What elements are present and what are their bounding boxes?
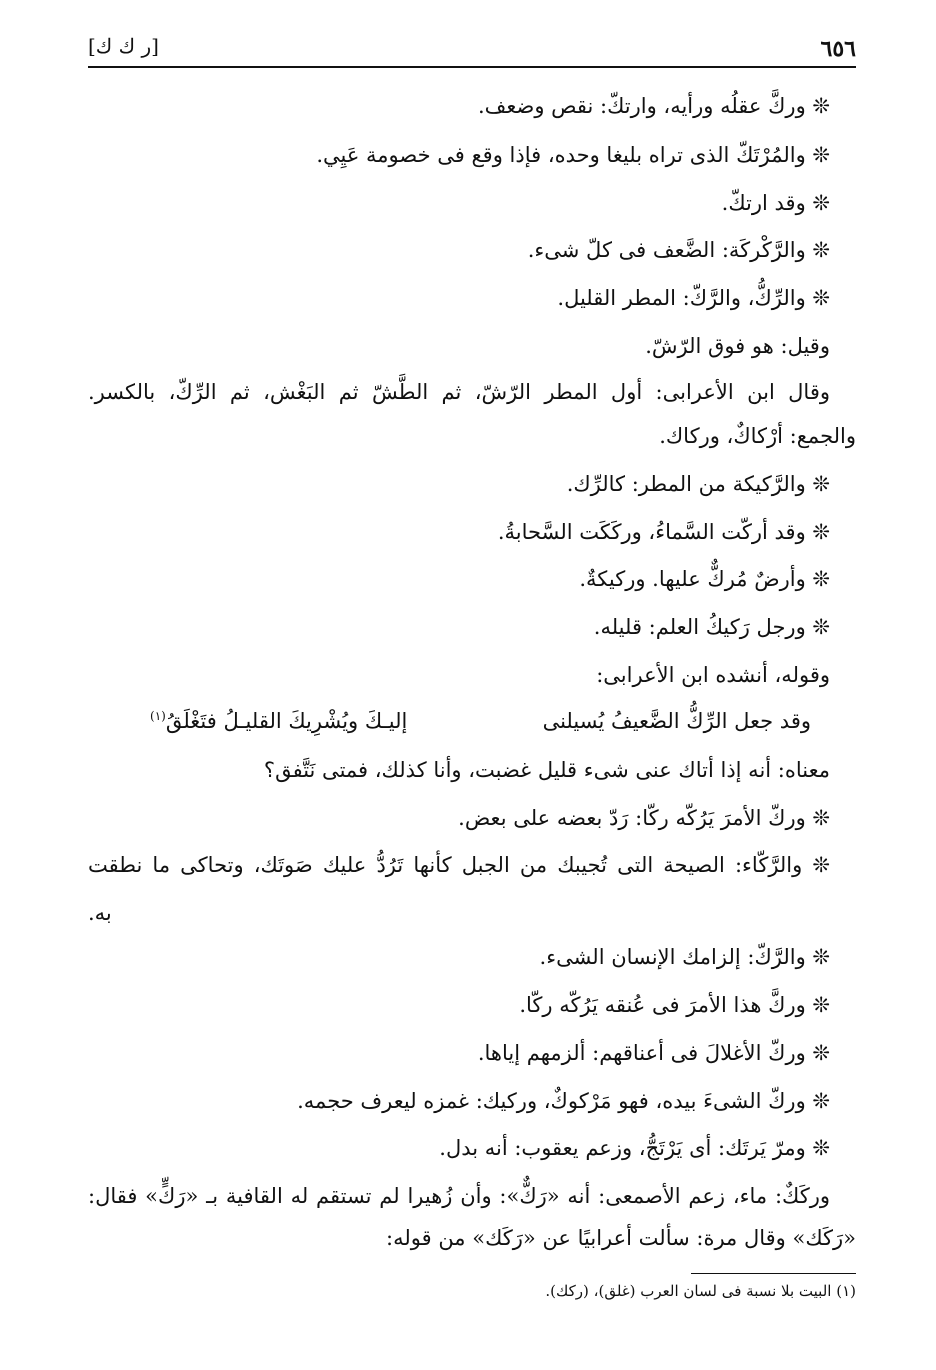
verse-second-hemistich: إليـكَ ويُشْرِيكَ القليـلُ فتَغْلَقُ$^{(١)}$ xyxy=(150,709,408,733)
text-line: ❊ ومرّ يَرتَك: أى يَرْتَجُّ، وزعم يعقوب: أنه بدل. xyxy=(439,1136,830,1160)
text-line: وقال ابن الأعرابى: أول المطر الرّشّ، ثم الطَّشّ ثم البَغْش، ثم الرِّكّ، بالكسر. xyxy=(88,380,830,404)
text-line: ❊ والرَّكْركَة: الضَّعف فى كلّ شىء. xyxy=(527,238,830,262)
text-line: ❊ والرَّكّاء: الصيحة التى تُجيبك من الجبل كأنها تَرُدُّ عليك صَوتَك، وتحاكى ما نطقت xyxy=(88,853,830,877)
text-line: ❊ وركّ الأمرَ يَرُكّه ركّا: رَدّ بعضه على بعض. xyxy=(458,806,830,830)
text-line: والجمع: أرْكاكٌ، وركاك. xyxy=(659,424,856,448)
text-line: وقوله، أنشده ابن الأعرابى: xyxy=(596,663,830,687)
text-line: وقيل: هو فوق الرّشّ. xyxy=(645,334,830,358)
text-line: «رَكَك» وقال مرة: سألت أعرابيًا عن «رَكَك» من قوله: xyxy=(386,1226,856,1250)
text-line: وركَكٌ: ماء، زعم الأصمعى: أنه «رَكٌّ»: وأن زُهيرا لم تستقم له القافية بـ «رَكٍّ» فقال: xyxy=(88,1184,830,1208)
text-line: ❊ وركَّ عقلُه ورأيه، وارتكّ: نقص وضعف. xyxy=(477,94,830,118)
text-line: ❊ وركَّ هذا الأمرَ فى عُنقه يَرُكّه ركّا. xyxy=(519,993,830,1017)
footnote-rule xyxy=(691,1273,856,1274)
text-line: معناه: أنه إذا أتاك عنى شىء قليل غضبت، وأنا كذلك، فمتى نَتَّفق؟ xyxy=(263,758,830,782)
page-number: ٦٥٦ xyxy=(820,36,856,62)
text-line: ❊ والرِّكُّ، والرَّكّ: المطر القليل. xyxy=(557,286,830,310)
page-header xyxy=(88,34,856,64)
text-line: به. xyxy=(88,901,112,925)
footnote-marker: (١) xyxy=(150,709,166,723)
text-line: ❊ والرَّكيكة من المطر: كالرِّك. xyxy=(566,472,830,496)
text-line: ❊ وركّ الأغلالَ فى أعناقهم: ألزمهم إياها. xyxy=(477,1041,830,1065)
text-line: ❊ وقد ارتكّ. xyxy=(721,191,830,215)
footnote: (١) البيت بلا نسبة فى لسان العرب (غلق)، (ركك). xyxy=(545,1282,856,1300)
text-line: ❊ وركّ الشىءَ بيده، فهو مَرْكوكٌ، وركيك: غمزه ليعرف حجمه. xyxy=(297,1089,830,1113)
text-line: ❊ وقد أركّت السَّماءُ، وركَكَت السَّحابةُ. xyxy=(497,520,830,544)
text-line: ❊ والمُرْتَكّ الذى تراه بليغا وحده، فإذا وقع فى خصومة عَيِي. xyxy=(316,143,830,167)
verse-first-hemistich: وقد جعل الرِّكُّ الضَّعيفُ يُسيلنى xyxy=(542,709,811,733)
running-head: [ر ك ك] xyxy=(88,34,159,58)
text-line: ❊ والرَّكّ: إلزامك الإنسان الشىء. xyxy=(539,945,830,969)
text-line: ❊ ورجل رَكيكُ العلم: قليله. xyxy=(593,615,830,639)
header-rule xyxy=(88,66,856,68)
text-line: ❊ وأرضٌ مُركٌّ عليها. وركيكةٌ. xyxy=(579,567,830,591)
